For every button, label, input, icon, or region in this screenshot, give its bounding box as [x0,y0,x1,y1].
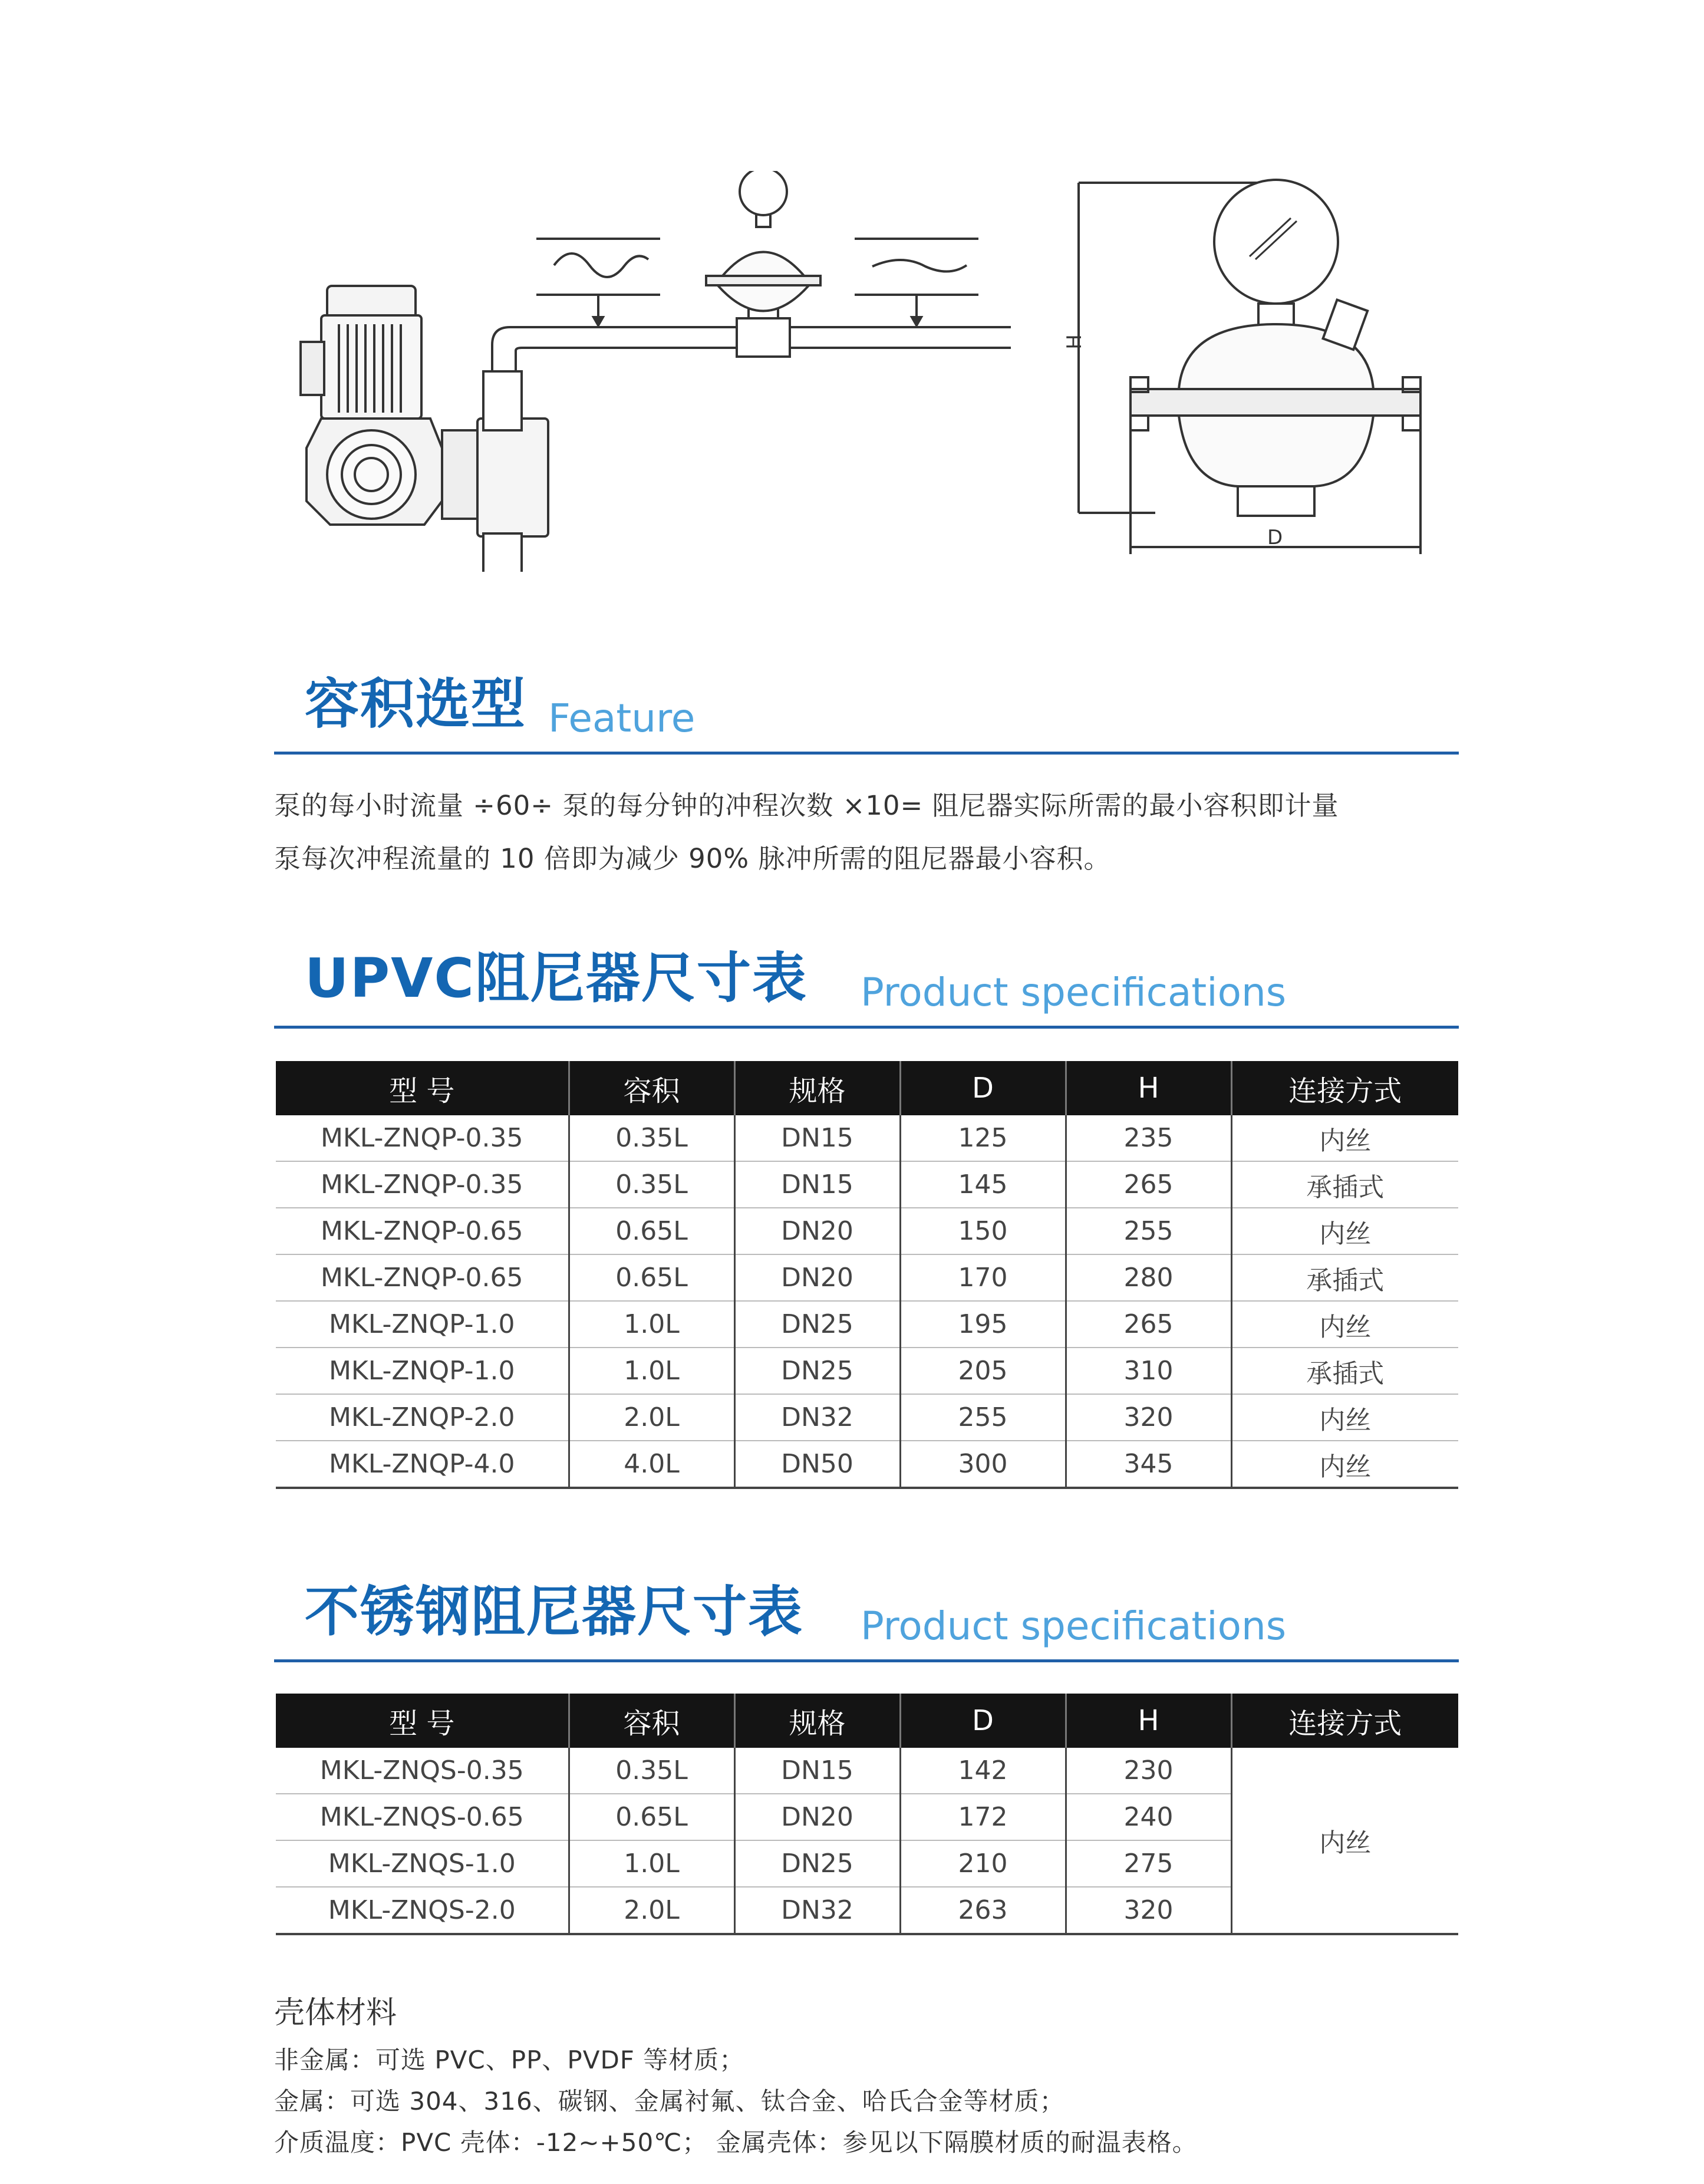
size-cell: DN25 [734,1840,900,1887]
column-header-volume: 容积 [569,1694,734,1748]
connection-cell: 内丝 [1231,1394,1458,1441]
stainless-spec-table [276,1694,1458,1935]
stainless-subtitle: Product specifications [861,1603,1287,1649]
damper-dimension-drawing [1061,165,1450,566]
feature-title: 容积选型 [305,673,527,736]
size-cell: DN20 [734,1208,900,1254]
d-cell: 210 [900,1840,1066,1887]
table-row [276,1254,1458,1301]
size-cell: DN15 [734,1161,900,1208]
feature-line-1: 泵的每小时流量 ÷60÷ 泵的每分钟的冲程次数 ×10= 阻尼器实际所需的最小容积即计量 [274,790,1339,821]
connection-cell: 内丝 [1231,1115,1458,1161]
h-cell: 280 [1066,1254,1231,1301]
connection-cell: 承插式 [1231,1161,1458,1208]
column-header-size: 规格 [734,1061,900,1115]
size-cell: DN20 [734,1254,900,1301]
model-cell: MKL-ZNQS-1.0 [276,1840,569,1887]
table-row [276,1441,1458,1488]
stainless-heading [274,1580,1459,1662]
volume-cell: 1.0L [569,1301,734,1348]
model-cell: MKL-ZNQS-2.0 [276,1887,569,1934]
table-header-row [276,1061,1458,1115]
d-cell: 125 [900,1115,1066,1161]
connection-cell-merged: 内丝 [1231,1748,1458,1934]
volume-cell: 0.65L [569,1254,734,1301]
d-cell: 300 [900,1441,1066,1488]
h-cell: 230 [1066,1748,1231,1794]
column-header-d: D [900,1694,1066,1748]
column-header-size: 规格 [734,1694,900,1748]
column-header-model: 型 号 [276,1694,569,1748]
materials-title: 壳体材料 [274,1995,397,2031]
size-cell: DN25 [734,1348,900,1394]
h-cell: 240 [1066,1794,1231,1840]
column-header-volume: 容积 [569,1061,734,1115]
volume-cell: 0.35L [569,1161,734,1208]
materials-line-1: 非金属：可选 PVC、PP、PVDF 等材质； [274,2045,745,2074]
pump-system-diagram [283,171,1026,572]
d-cell: 255 [900,1394,1066,1441]
upvc-spec-table [276,1061,1458,1489]
h-cell: 235 [1066,1115,1231,1161]
h-cell: 320 [1066,1887,1231,1934]
size-cell: DN50 [734,1441,900,1488]
model-cell: MKL-ZNQP-2.0 [276,1394,569,1441]
volume-cell: 0.65L [569,1208,734,1254]
volume-cell: 1.0L [569,1348,734,1394]
h-cell: 255 [1066,1208,1231,1254]
d-cell: 142 [900,1748,1066,1794]
h-cell: 320 [1066,1394,1231,1441]
model-cell: MKL-ZNQP-0.65 [276,1208,569,1254]
upvc-title: UPVC阻尼器尺寸表 [305,947,807,1010]
h-cell: 275 [1066,1840,1231,1887]
volume-cell: 0.65L [569,1794,734,1840]
column-header-h: H [1066,1694,1231,1748]
model-cell: MKL-ZNQP-4.0 [276,1441,569,1488]
d-cell: 205 [900,1348,1066,1394]
table-row [276,1115,1458,1161]
connection-cell: 内丝 [1231,1441,1458,1488]
table-row [276,1748,1458,1794]
d-cell: 172 [900,1794,1066,1840]
size-cell: DN15 [734,1115,900,1161]
column-header-connection: 连接方式 [1231,1061,1458,1115]
table-header-row [276,1694,1458,1748]
h-cell: 310 [1066,1348,1231,1394]
connection-cell: 承插式 [1231,1348,1458,1394]
column-header-model: 型 号 [276,1061,569,1115]
h-cell: 265 [1066,1301,1231,1348]
size-cell: DN25 [734,1301,900,1348]
feature-subtitle: Feature [548,696,696,741]
d-cell: 263 [900,1887,1066,1934]
column-header-d: D [900,1061,1066,1115]
table-row [276,1208,1458,1254]
model-cell: MKL-ZNQP-0.65 [276,1254,569,1301]
d-cell: 195 [900,1301,1066,1348]
model-cell: MKL-ZNQS-0.65 [276,1794,569,1840]
connection-cell: 内丝 [1231,1208,1458,1254]
materials-line-3: 介质温度：PVC 壳体：-12~+50℃； 金属壳体：参见以下隔膜材质的耐温表格。 [274,2128,1198,2157]
stainless-title: 不锈钢阻尼器尺寸表 [305,1580,804,1643]
materials-line-2: 金属：可选 304、316、碳钢、金属衬氟、钛合金、哈氏合金等材质； [274,2087,1065,2116]
table-row [276,1394,1458,1441]
table-row [276,1161,1458,1208]
column-header-connection: 连接方式 [1231,1694,1458,1748]
volume-cell: 2.0L [569,1394,734,1441]
model-cell: MKL-ZNQS-0.35 [276,1748,569,1794]
h-cell: 265 [1066,1161,1231,1208]
dimension-label-d: D [1267,526,1283,549]
d-cell: 150 [900,1208,1066,1254]
h-cell: 345 [1066,1441,1231,1488]
model-cell: MKL-ZNQP-1.0 [276,1301,569,1348]
upvc-heading [274,949,1459,1029]
volume-cell: 2.0L [569,1887,734,1934]
size-cell: DN32 [734,1887,900,1934]
connection-cell: 承插式 [1231,1254,1458,1301]
dimension-label-h: H [1062,334,1086,350]
column-header-h: H [1066,1061,1231,1115]
feature-line-2: 泵每次冲程流量的 10 倍即为减少 90% 脉冲所需的阻尼器最小容积。 [274,843,1111,874]
d-cell: 170 [900,1254,1066,1301]
table-row [276,1301,1458,1348]
size-cell: DN20 [734,1794,900,1840]
volume-cell: 0.35L [569,1115,734,1161]
feature-heading [274,675,1459,755]
volume-cell: 1.0L [569,1840,734,1887]
d-cell: 145 [900,1161,1066,1208]
size-cell: DN32 [734,1394,900,1441]
size-cell: DN15 [734,1748,900,1794]
volume-cell: 0.35L [569,1748,734,1794]
model-cell: MKL-ZNQP-0.35 [276,1115,569,1161]
volume-cell: 4.0L [569,1441,734,1488]
connection-cell: 内丝 [1231,1301,1458,1348]
table-row [276,1348,1458,1394]
upvc-subtitle: Product specifications [861,970,1287,1015]
model-cell: MKL-ZNQP-0.35 [276,1161,569,1208]
model-cell: MKL-ZNQP-1.0 [276,1348,569,1394]
